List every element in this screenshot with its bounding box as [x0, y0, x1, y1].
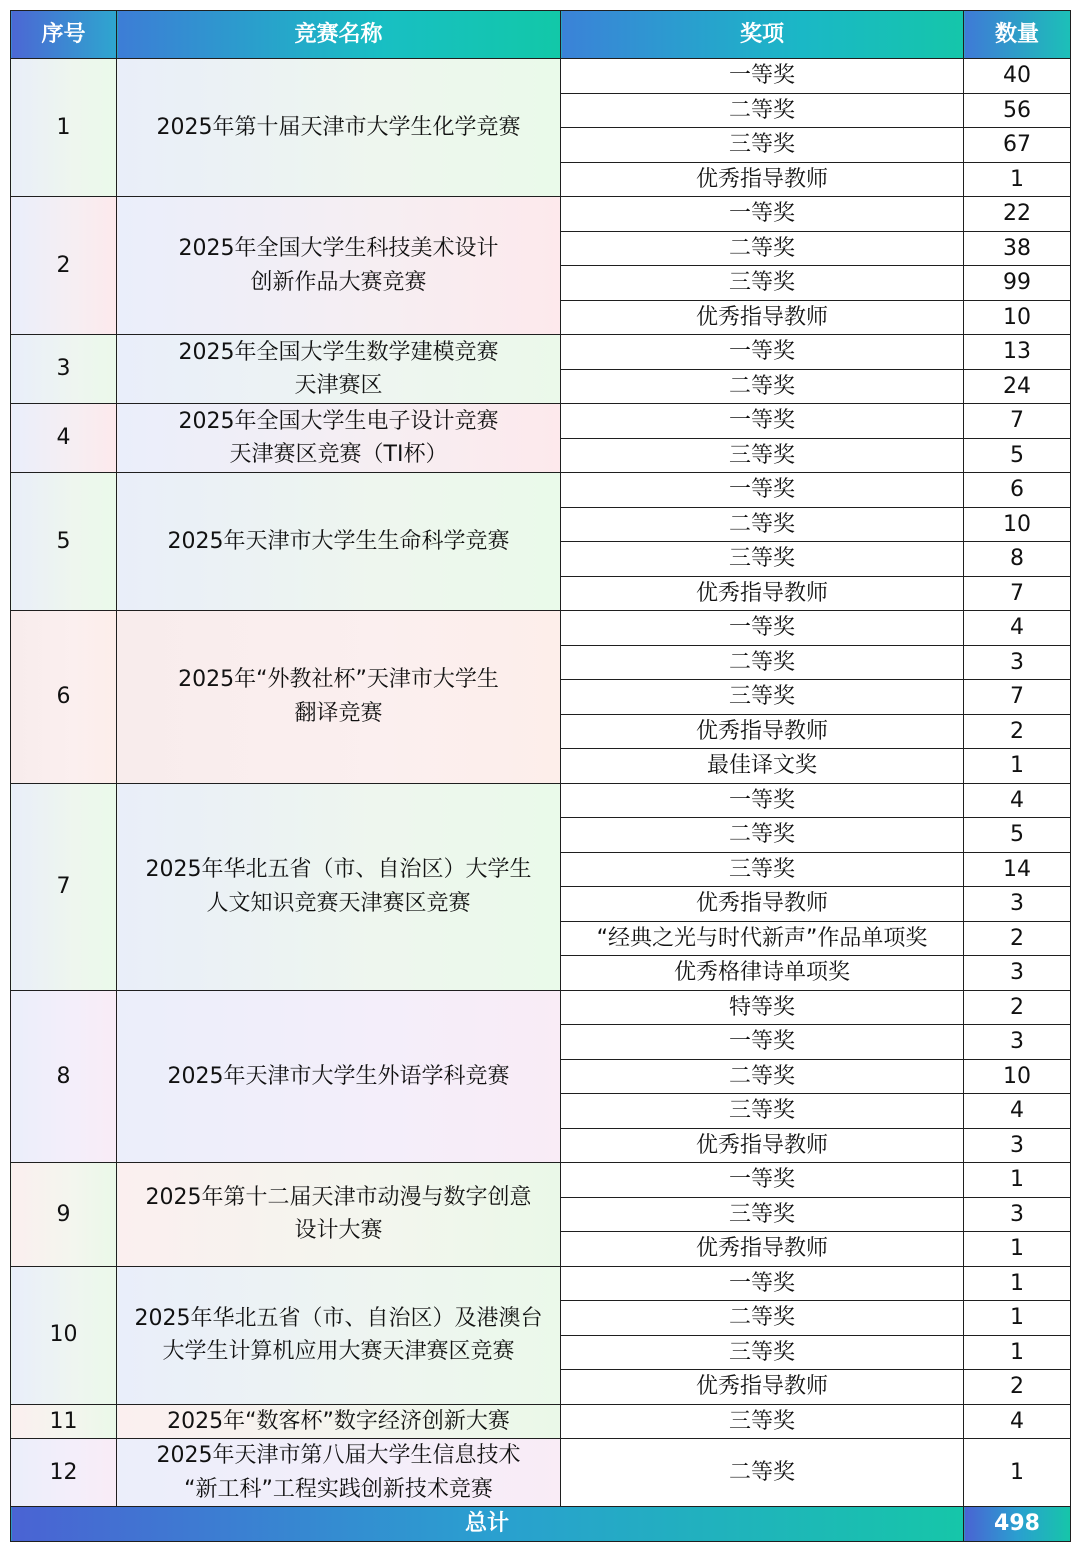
award-count: 4 [964, 783, 1071, 818]
competition-name [117, 335, 561, 404]
award-label: 一等奖 [561, 1025, 964, 1060]
award-count: 6 [964, 473, 1071, 508]
award-label: 三等奖 [561, 1335, 964, 1370]
competition-seq: 6 [11, 611, 117, 784]
competition-seq: 2 [11, 197, 117, 335]
competition-name-line: 2025年天津市大学生生命科学竞赛 [167, 528, 510, 554]
award-label: 二等奖 [561, 1059, 964, 1094]
award-count: 3 [964, 1197, 1071, 1232]
competition-name [117, 1266, 561, 1404]
competition-name-line: “新工科”工程实践创新技术竞赛 [184, 1476, 493, 1502]
award-count: 4 [964, 1094, 1071, 1129]
total-row [11, 1507, 1071, 1542]
award-count: 3 [964, 645, 1071, 680]
award-label: 三等奖 [561, 542, 964, 577]
award-label: 优秀格律诗单项奖 [561, 956, 964, 991]
competition-name [117, 611, 561, 784]
award-count: 3 [964, 887, 1071, 922]
award-count: 8 [964, 542, 1071, 577]
table-row [11, 611, 1071, 646]
table-row [11, 783, 1071, 818]
award-count: 5 [964, 438, 1071, 473]
award-count: 3 [964, 1128, 1071, 1163]
competition-seq: 10 [11, 1266, 117, 1404]
award-label: 一等奖 [561, 59, 964, 94]
competition-name-line: 2025年全国大学生科技美术设计 [178, 236, 499, 261]
award-count: 1 [964, 1266, 1071, 1301]
award-label: 一等奖 [561, 197, 964, 232]
competition-name-line: 设计大赛 [294, 1218, 383, 1244]
award-label: 二等奖 [561, 1439, 964, 1507]
header-name: 竞赛名称 [117, 11, 561, 59]
competition-seq: 8 [11, 990, 117, 1163]
table-row [11, 990, 1071, 1025]
award-count: 1 [964, 162, 1071, 197]
award-label: 优秀指导教师 [561, 714, 964, 749]
competition-name-line: 2025年“数客杯”数字经济创新大赛 [167, 1408, 510, 1434]
award-count: 40 [964, 59, 1071, 94]
competition-name-line: 天津赛区 [294, 373, 383, 398]
award-label: 一等奖 [561, 1266, 964, 1301]
table-row [11, 1163, 1071, 1198]
award-count: 10 [964, 300, 1071, 335]
award-count: 3 [964, 1025, 1071, 1060]
competition-name [117, 404, 561, 473]
competition-seq: 11 [11, 1404, 117, 1439]
table-row [11, 1266, 1071, 1301]
competition-name [117, 473, 561, 611]
table-row [11, 1404, 1071, 1439]
competition-seq: 7 [11, 783, 117, 990]
competition-name-line: 2025年全国大学生电子设计竞赛 [178, 408, 499, 434]
award-label: 一等奖 [561, 335, 964, 370]
total-count: 498 [964, 1507, 1071, 1542]
table-row [11, 404, 1071, 439]
award-count: 56 [964, 93, 1071, 128]
competition-name-line: 天津赛区竞赛（TI杯） [229, 442, 448, 467]
award-label: 三等奖 [561, 266, 964, 301]
award-count: 2 [964, 1370, 1071, 1405]
competition-name-line: 2025年华北五省（市、自治区）大学生 [145, 857, 532, 882]
competition-name-line: 2025年第十届天津市大学生化学竞赛 [156, 114, 521, 140]
competition-name [117, 59, 561, 197]
award-label: 三等奖 [561, 852, 964, 887]
competition-seq: 3 [11, 335, 117, 404]
competition-name-line: 2025年第十二届天津市动漫与数字创意 [145, 1184, 532, 1210]
award-label: 优秀指导教师 [561, 887, 964, 922]
award-count: 1 [964, 1232, 1071, 1267]
table-row [11, 197, 1071, 232]
competition-seq: 5 [11, 473, 117, 611]
award-label: 二等奖 [561, 369, 964, 404]
award-count: 10 [964, 1059, 1071, 1094]
award-label: 一等奖 [561, 783, 964, 818]
header-count: 数量 [964, 11, 1071, 59]
competition-name [117, 1404, 561, 1439]
table-row [11, 59, 1071, 94]
award-count: 7 [964, 680, 1071, 715]
award-count: 4 [964, 611, 1071, 646]
award-count: 2 [964, 921, 1071, 956]
award-count: 1 [964, 1301, 1071, 1336]
award-label: 优秀指导教师 [561, 576, 964, 611]
competition-name-line: 翻译竞赛 [294, 700, 383, 726]
competition-name [117, 783, 561, 990]
competition-seq: 1 [11, 59, 117, 197]
award-count: 3 [964, 956, 1071, 991]
award-label: 二等奖 [561, 645, 964, 680]
table-row [11, 473, 1071, 508]
award-label: 特等奖 [561, 990, 964, 1025]
award-label: 一等奖 [561, 611, 964, 646]
award-count: 24 [964, 369, 1071, 404]
award-count: 38 [964, 231, 1071, 266]
header-row [11, 11, 1071, 59]
award-count: 10 [964, 507, 1071, 542]
award-label: 三等奖 [561, 438, 964, 473]
award-count: 4 [964, 1404, 1071, 1439]
table-body [11, 59, 1071, 1507]
competition-name-line: 人文知识竞赛天津赛区竞赛 [206, 890, 471, 916]
award-label: 一等奖 [561, 473, 964, 508]
header-award: 奖项 [561, 11, 964, 59]
award-label: 三等奖 [561, 1094, 964, 1129]
award-count: 2 [964, 990, 1071, 1025]
award-count: 1 [964, 1439, 1071, 1507]
award-label: 最佳译文奖 [561, 749, 964, 784]
award-label: 二等奖 [561, 231, 964, 266]
award-label: 三等奖 [561, 1404, 964, 1439]
award-count: 2 [964, 714, 1071, 749]
award-count: 1 [964, 1163, 1071, 1198]
award-label: 一等奖 [561, 404, 964, 439]
award-count: 7 [964, 404, 1071, 439]
award-count: 22 [964, 197, 1071, 232]
competition-name-line: 2025年全国大学生数学建模竞赛 [178, 339, 499, 365]
award-label: 三等奖 [561, 1197, 964, 1232]
award-label: 二等奖 [561, 93, 964, 128]
competition-name [117, 197, 561, 335]
award-label: 三等奖 [561, 128, 964, 163]
award-label: 二等奖 [561, 818, 964, 853]
competition-name [117, 1163, 561, 1267]
award-label: 优秀指导教师 [561, 1128, 964, 1163]
award-count: 99 [964, 266, 1071, 301]
competition-name-line: 创新作品大赛竞赛 [250, 269, 427, 295]
award-label: 二等奖 [561, 1301, 964, 1336]
award-label: 一等奖 [561, 1163, 964, 1198]
competition-name-line: 大学生计算机应用大赛天津赛区竞赛 [162, 1339, 515, 1364]
header-seq: 序号 [11, 11, 117, 59]
competition-name-line: 2025年华北五省（市、自治区）及港澳台 [134, 1305, 543, 1331]
award-count: 13 [964, 335, 1071, 370]
award-label: “经典之光与时代新声”作品单项奖 [561, 921, 964, 956]
competition-name-line: 2025年“外教社杯”天津市大学生 [178, 667, 499, 693]
award-label: 优秀指导教师 [561, 1232, 964, 1267]
competition-name-line: 2025年天津市第八届大学生信息技术 [156, 1443, 521, 1468]
award-count: 1 [964, 749, 1071, 784]
award-label: 三等奖 [561, 680, 964, 715]
total-label: 总计 [11, 1507, 964, 1542]
competition-name [117, 990, 561, 1163]
award-label: 二等奖 [561, 507, 964, 542]
table-row [11, 335, 1071, 370]
award-label: 优秀指导教师 [561, 162, 964, 197]
award-count: 1 [964, 1335, 1071, 1370]
award-label: 优秀指导教师 [561, 1370, 964, 1405]
competition-seq: 12 [11, 1439, 117, 1507]
award-count: 67 [964, 128, 1071, 163]
award-label: 优秀指导教师 [561, 300, 964, 335]
competition-seq: 9 [11, 1163, 117, 1267]
award-count: 14 [964, 852, 1071, 887]
award-count: 7 [964, 576, 1071, 611]
award-count: 5 [964, 818, 1071, 853]
competition-name [117, 1439, 561, 1507]
competition-name-line: 2025年天津市大学生外语学科竞赛 [167, 1063, 510, 1089]
competition-seq: 4 [11, 404, 117, 473]
table-row [11, 1439, 1071, 1507]
awards-table [10, 10, 1071, 1542]
